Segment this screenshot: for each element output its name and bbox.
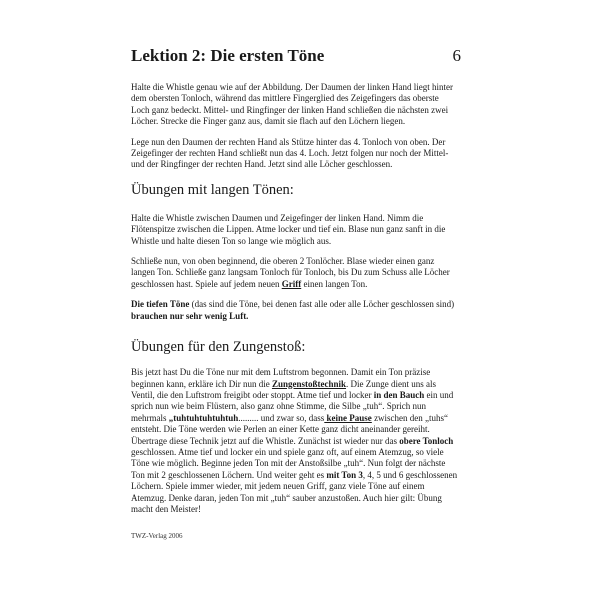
page-title: Lektion 2: Die ersten Töne (131, 46, 325, 65)
page-content (131, 46, 459, 515)
text-run: Schließe nun, von oben beginnend, die oberen 2 Tonlöcher. Blase wieder einen ganz langen Ton. Schließe ganz langsam Tonloch für Tonloch, bis Du zum Schuss alle Löcher geschlossen hast. Spiele auf jedem neuen (131, 256, 450, 289)
text-run: geschlossen. Atme tief und locker ein und spiele ganz oft, auf einem Atemzug, so viele Töne wie möglich. Beginne jeden Ton mit der Anstoßsilbe „tuh“. Nun folgt der nächste Ton mit 2 geschlossenen Löchern. Und weiter geht es (131, 446, 446, 480)
emphasis-tone-3: mit Ton 3 (326, 469, 363, 480)
emphasis-griff: Griff (281, 278, 302, 289)
emphasis-upper-hole: obere Tonloch (399, 435, 454, 446)
intro-paragraph-2: Lege nun den Daumen der rechten Hand als Stütze hinter das 4. Tonloch von oben. Der Zeigefinger der rechten Hand schließt nun das 4. Loch. Jetzt folgen nur noch der Mittel- und der Ringfinger der rechten Hand. Jetzt sind alle Löcher geschlossen. (131, 136, 449, 170)
tonguing-paragraph (131, 367, 459, 515)
emphasis-little-air: brauchen nur sehr wenig Luft. (131, 310, 249, 321)
page-number: 6 (452, 46, 461, 65)
long-tones-paragraph-1: Halte die Whistle zwischen Daumen und Zeigefinger der linken Hand. Nimm die Flötenspitze zwischen die Lippen. Atme locker und tief ein. Blase nun ganz sanft in die Whistle und halte diesen Ton so lange wie möglich aus. (131, 212, 446, 246)
text-run: , 4, 5 und 6 geschlossenen Löchern. Spiele immer wieder, mit jedem neuen Griff, ganz viele Töne auf einem Atemzug. Denke daran, jeden Ton mit „tuh“ sauber anzustoßen. Auch hier gilt: Übung macht den Meister! (131, 469, 458, 514)
emphasis-no-pause: keine Pause (324, 412, 372, 423)
long-tones-paragraph-2 (131, 256, 459, 290)
text-run: . Die Zunge dient uns als Ventil, die den Luftstrom freigibt oder stoppt. Atme tief und locker (131, 378, 436, 400)
title-row (131, 46, 459, 72)
text-run: ein und sprich nun wie beim Flüstern, also ganz ohne Stimme, die Silbe „tuh“. Sprich nun mehrmals (131, 389, 454, 423)
footer-publisher: TWZ-Verlag 2006 (131, 532, 183, 540)
long-tones-paragraph-3 (131, 299, 459, 322)
text-run: einen langen Ton. (301, 278, 368, 289)
text-run: (das sind die Töne, bei denen fast alle oder alle Löcher geschlossen sind) (189, 299, 455, 310)
text-run: zwischen den „tuhs“ entsteht. Die Töne werden wie Perlen an einer Kette ganz dicht aneinander gereiht. Übertrage diese Technik jetzt auf die Whistle. Zunächst ist wieder nur das (131, 412, 449, 446)
emphasis-deep-tones: Die tiefen Töne (131, 299, 190, 310)
heading-long-tones: Übungen mit langen Tönen: (131, 181, 294, 198)
text-run: Bis jetzt hast Du die Töne nur mit dem Luftstrom begonnen. Damit ein Ton präzise beginnen kann, erkläre ich Dir nun die (131, 367, 431, 389)
heading-tonguing: Übungen für den Zungenstoß: (131, 339, 306, 356)
intro-paragraph-1: Halte die Whistle genau wie auf der Abbildung. Der Daumen der linken Hand liegt hinter dem obersten Tonloch, während das mittlere Fingerglied des Zeigefingers das oberste Loch ganz bedeckt. Mittel- und Ringfinger der linken Hand schließen die nächsten zwei Löcher. Strecke die Finger ganz aus, damit sie flach auf den Löchern liegen. (131, 82, 453, 127)
emphasis-belly: in den Bauch (373, 389, 425, 400)
emphasis-tonguing-technique: Zungenstoßtechnik (271, 378, 346, 389)
emphasis-tuh-syllables: „tuhtuhtuhtuhtuh (168, 412, 239, 423)
text-run: ......... und zwar so, dass (238, 412, 325, 423)
